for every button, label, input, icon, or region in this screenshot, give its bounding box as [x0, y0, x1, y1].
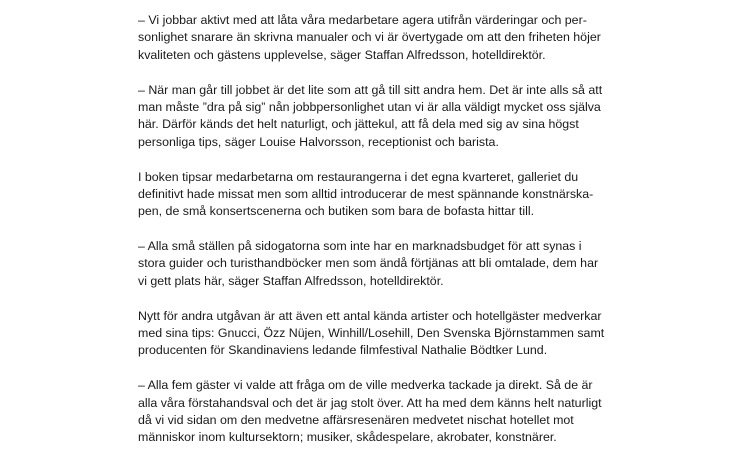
- body-paragraph: [138, 308, 638, 360]
- body-paragraph: [138, 169, 638, 221]
- text-line: Nytt för andra utgåvan är att även ett antal kända artister och hotellgäster medverkar: [138, 308, 602, 323]
- quote-paragraph: [138, 82, 638, 152]
- text-line: med sina tips: Gnucci, Özz Nüjen, Winhill/Losehill, Den Svenska Björnstammen samt: [138, 326, 605, 341]
- quote-paragraph: [138, 12, 638, 64]
- text-line: – När man går till jobbet är det lite som att gå till sitt andra hem. Det är inte alls så att: [138, 82, 603, 97]
- text-line: – Alla små ställen på sidogatorna som inte har en marknadsbudget för att synas i: [138, 239, 582, 254]
- text-line: människor inom kultursektorn; musiker, skådespelare, akrobater, konstnärer.: [138, 430, 557, 445]
- text-line: pen, de små konsertscenerna och butiken som bara de bofasta hittar till.: [138, 204, 535, 219]
- text-line: definitivt hade missat men som alltid introducerar de mest spännande konstnärska-: [138, 186, 594, 201]
- text-line: – Vi jobbar aktivt med att låta våra medarbetare agera utifrån värderingar och per-: [138, 13, 587, 27]
- text-line: kvaliteten och gästens upplevelse, säger Staffan Alfredsson, hotelldirektör.: [138, 47, 546, 62]
- text-line: stora guider och turisthandböcker men som ändå förtjänas att bli omtalade, dem har: [138, 256, 599, 271]
- text-line: producenten för Skandinaviens ledande filmfestival Nathalie Bödtker Lund.: [138, 343, 548, 358]
- text-line: sonlighet snarare än skrivna manualer och vi är övertygade om att den friheten höjer: [138, 30, 601, 45]
- text-line: då vi vid sidan om den medvetne affärsresenären medvetet nischat hotellet mot: [138, 412, 574, 427]
- quote-paragraph: [138, 238, 638, 290]
- text-line: här. Därför känds det helt naturligt, och jättekul, att få dela med sig av sina högst: [138, 117, 579, 132]
- document-body: [138, 12, 638, 464]
- text-line: I boken tipsar medarbetarna om restaurangerna i det egna kvarteret, galleriet du: [138, 169, 579, 184]
- text-line: vi gett plats här, säger Staffan Alfredsson, hotelldirektör.: [138, 273, 444, 288]
- text-line: personliga tips, säger Louise Halvorsson, receptionist och barista.: [138, 134, 499, 149]
- text-line: – Alla fem gäster vi valde att fråga om de ville medverka tackade ja direkt. Så de är: [138, 378, 593, 393]
- text-line: alla våra förstahandsval och det är jag stolt över. Att ha med dem känns helt naturligt: [138, 395, 602, 410]
- quote-paragraph: [138, 377, 638, 447]
- text-line: man måste ”dra på sig” nån jobbpersonlighet utan vi är alla väldigt mycket oss själva: [138, 99, 601, 114]
